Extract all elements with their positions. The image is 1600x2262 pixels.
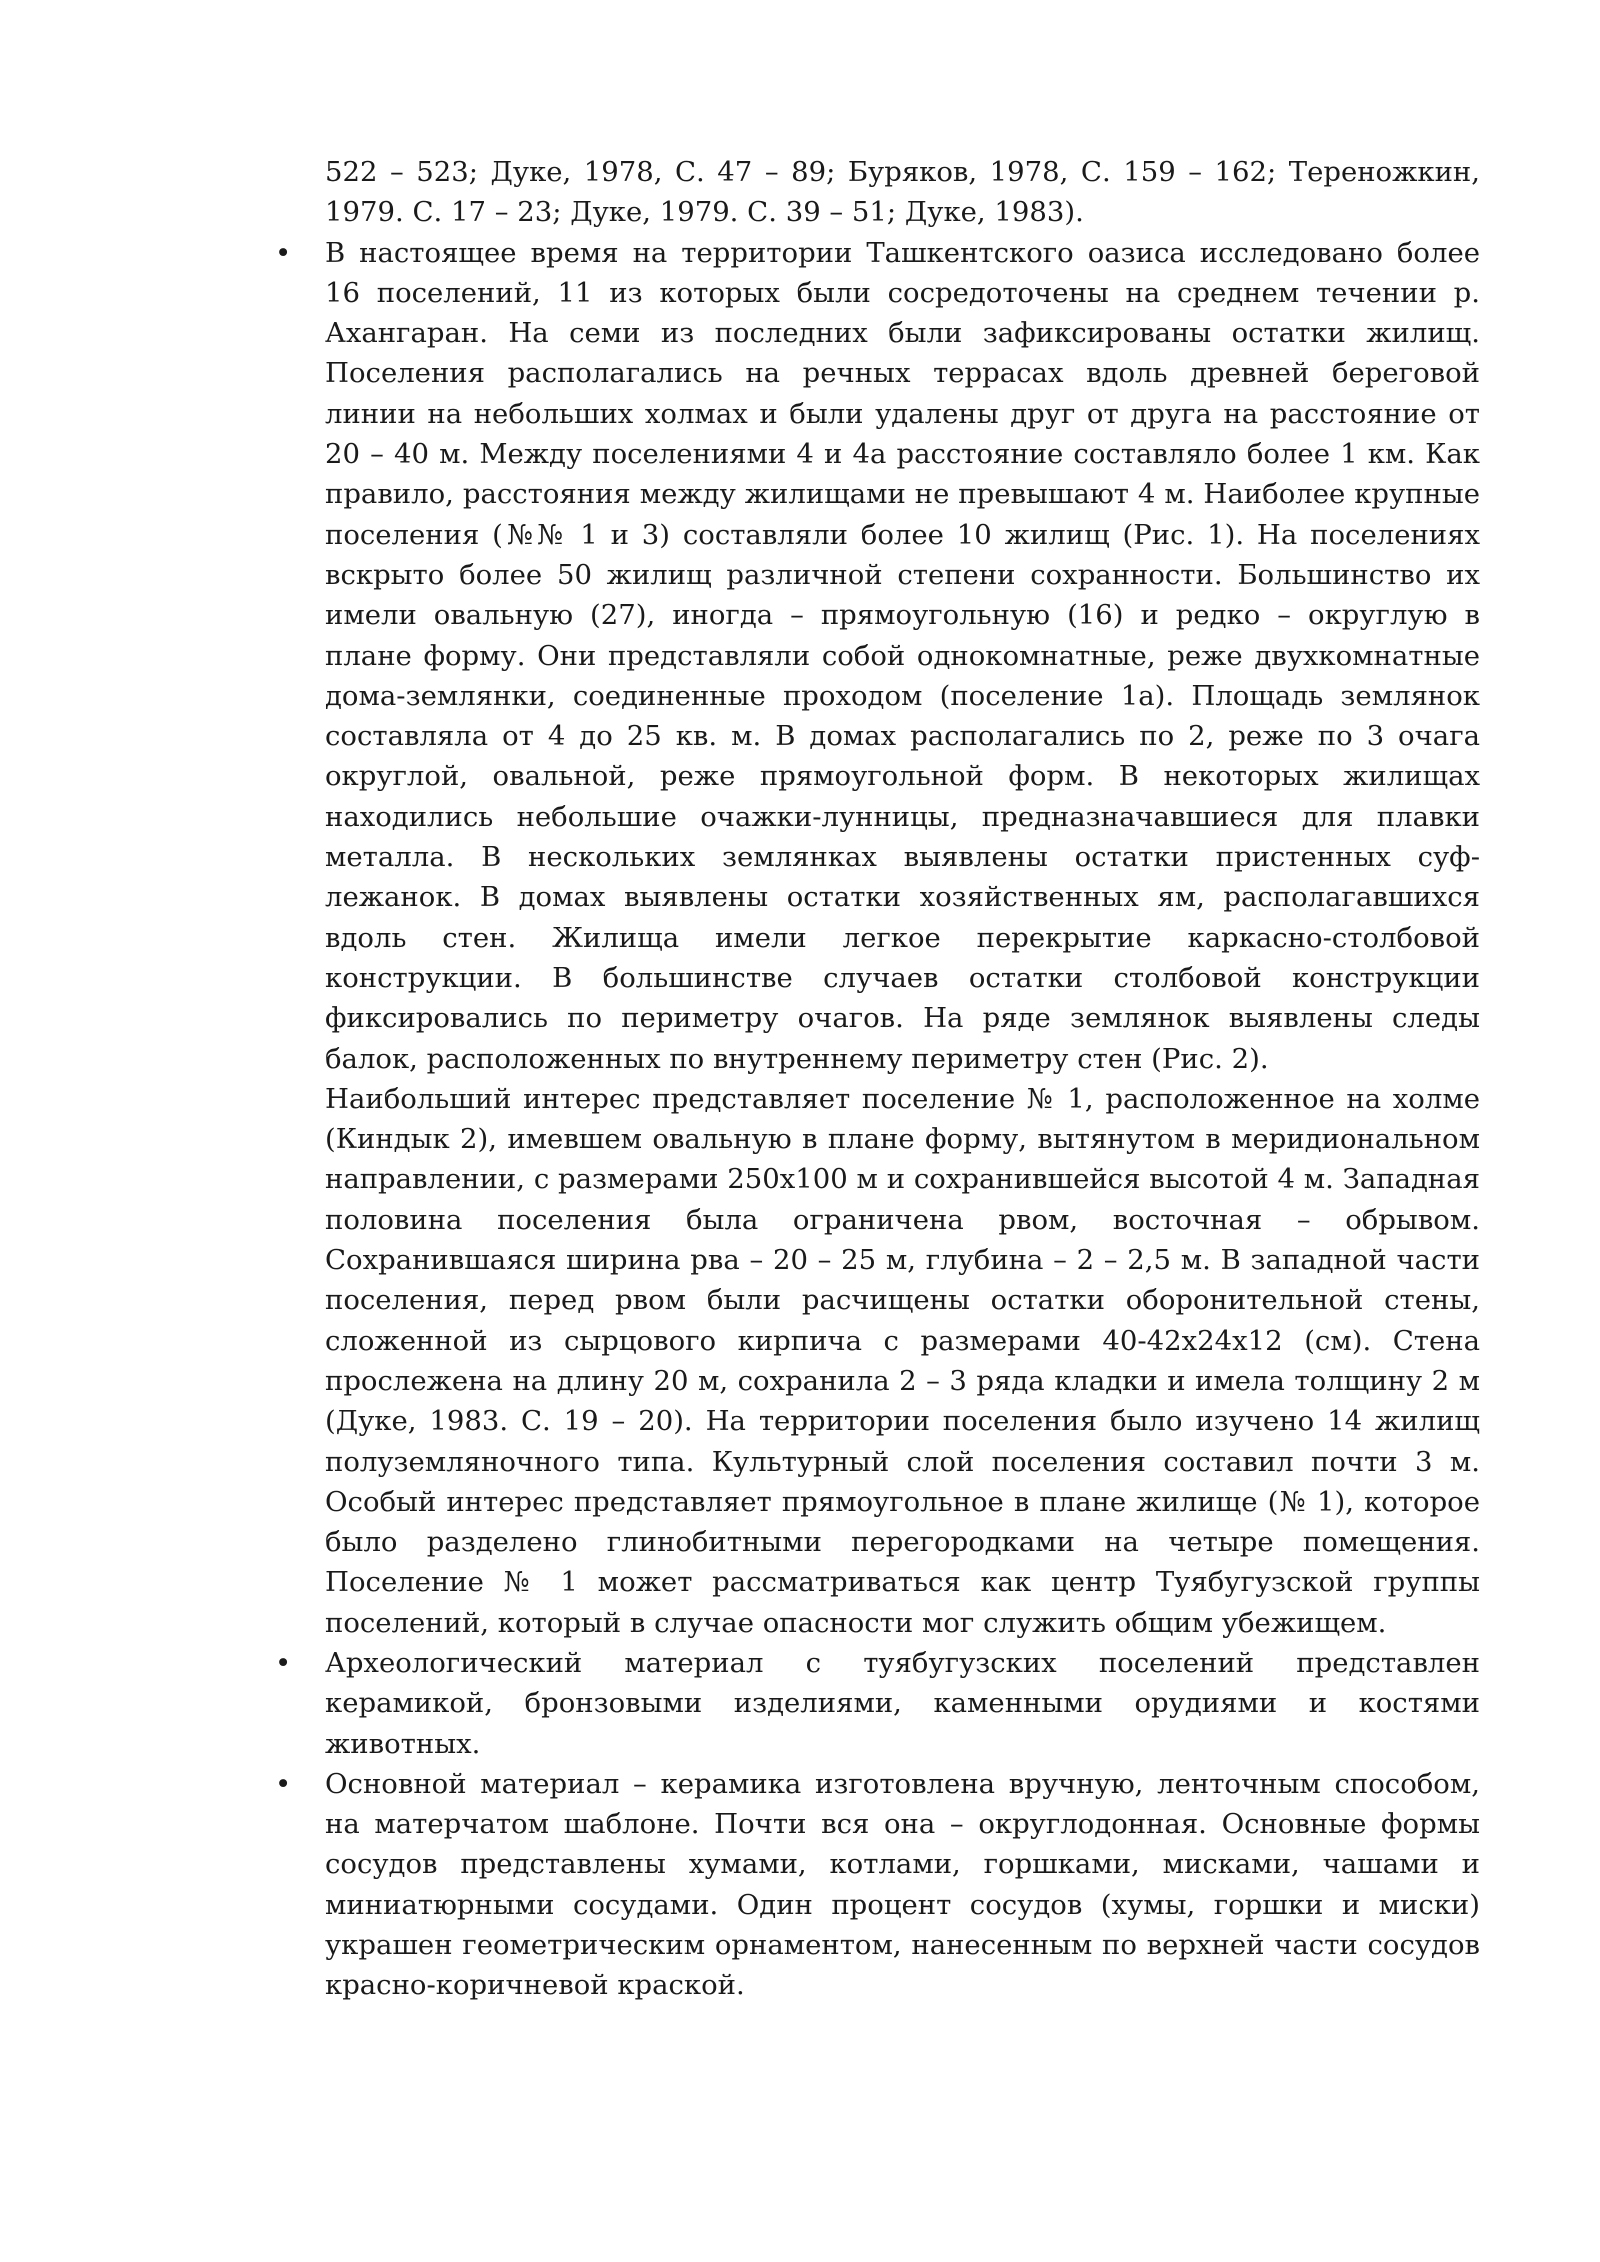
document-page — [275, 152, 1480, 2006]
bullet-icon: • — [275, 1646, 292, 1679]
bullet-icon: • — [275, 1767, 292, 1800]
paragraph-settlement-1 — [325, 1079, 1480, 1643]
list-item-ceramics — [275, 1764, 1480, 2006]
bullet-icon: • — [275, 236, 292, 269]
list-item-archaeological-material — [275, 1643, 1480, 1764]
paragraph-text: Археологический материал с туябугузских поселений представлен керамикой, бронзовыми изделиями, каменными орудиями и костями животных. — [325, 1646, 1480, 1760]
paragraph-text: В настоящее время на территории Ташкентского оазиса исследовано более 16 поселений, 11 из которых были сосредоточены на среднем течении р. Ахангаран. На семи из последних были зафиксированы остатки жилищ. Поселения располагались на речных террасах вдоль древней береговой линии на небольших холмах и были удалены друг от друга на расстояние от 20 – 40 м. Между поселениями 4 и 4а расстояние составляло более 1 км. Как правило, расстояния между жилищами не превышают 4 м. Наиболее крупные поселения (№№ 1 и 3) составляли более 10 жилищ (Рис. 1). На поселениях вскрыто более 50 жилищ различной степени сохранности. Большинство их имели овальную (27), иногда – прямоугольную (16) и редко – округлую в плане форму. Они представляли собой однокомнатные, реже двухкомнатные дома-землянки, соединенные проходом (поселение 1а). Площадь землянок составляла от 4 до 25 кв. м. В домах располагались по 2, реже по 3 очага округлой, овальной, реже прямоугольной форм. В некоторых жилищах находились небольшие очажки-лунницы, предназначавшиеся для плавки металла. В нескольких землянках выявлены остатки пристенных суф-лежанок. В домах выявлены остатки хозяйственных ям, располагавшихся вдоль стен. Жилища имели легкое перекрытие каркасно-столбовой конструкции. В большинстве случаев остатки столбовой конструкции фиксировались по периметру очагов. На ряде землянок выявлены следы балок, расположенных по внутреннему периметру стен (Рис. 2). — [325, 236, 1480, 1075]
citation-continuation — [325, 152, 1480, 233]
paragraph-text: 522 – 523; Дуке, 1978, С. 47 – 89; Буряков, 1978, С. 159 – 162; Тереножкин, 1979. С. 17 – 23; Дуке, 1979. С. 39 – 51; Дуке, 1983). — [325, 156, 1480, 229]
paragraph-text: Основной материал – керамика изготовлена вручную, ленточным способом, на матерчатом шаблоне. Почти вся она – округлодонная. Основные формы сосудов представлены хумами, котлами, горшками, мисками, чашами и миниатюрными сосудами. Один процент сосудов (хумы, горшки и миски) украшен геометрическим орнаментом, нанесенным по верхней части сосудов красно-коричневой краской. — [325, 1767, 1480, 2002]
list-item-settlements — [275, 233, 1480, 1079]
paragraph-text: Наибольший интерес представляет поселение № 1, расположенное на холме (Киндык 2), имевшем овальную в плане форму, вытянутом в меридиональном направлении, с размерами 250х100 м и сохранившейся высотой 4 м. Западная половина поселения была ограничена рвом, восточная – обрывом. Сохранившаяся ширина рва – 20 – 25 м, глубина – 2 – 2,5 м. В западной части поселения, перед рвом были расчищены остатки оборонительной стены, сложенной из сырцового кирпича с размерами 40-42х24х12 (см). Стена прослежена на длину 20 м, сохранила 2 – 3 ряда кладки и имела толщину 2 м (Дуке, 1983. С. 19 – 20). На территории поселения было изучено 14 жилищ полуземляночного типа. Культурный слой поселения составил почти 3 м. Особый интерес представляет прямоугольное в плане жилище (№ 1), которое было разделено глинобитными перегородками на четыре помещения. Поселение № 1 может рассматриваться как центр Туябугузской группы поселений, который в случае опасности мог служить общим убежищем. — [325, 1082, 1480, 1639]
